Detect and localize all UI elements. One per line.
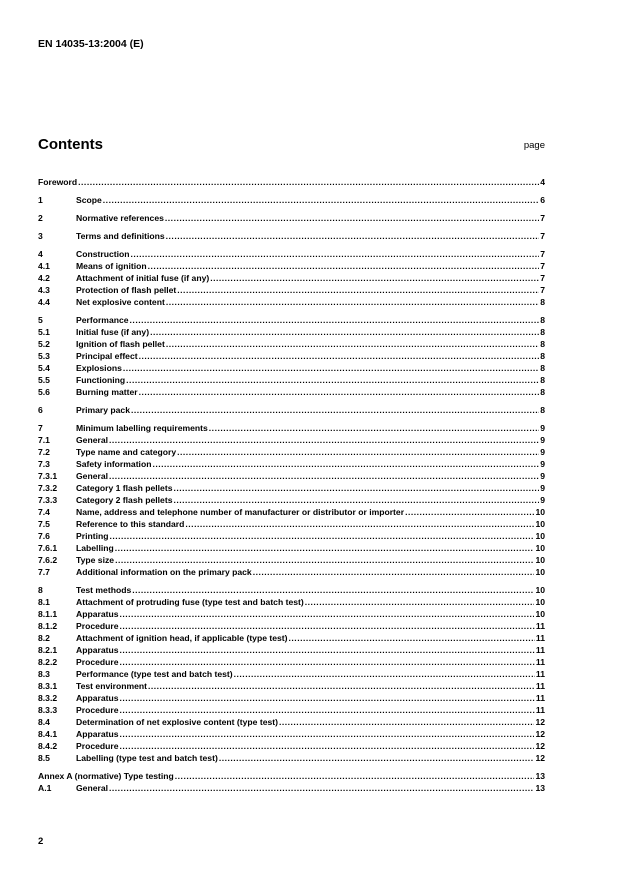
toc-entry-title: Reference to this standard: [76, 519, 185, 529]
toc-entry-title: Foreword: [38, 177, 78, 187]
toc-entry-number: 8.2.1: [38, 645, 58, 655]
toc-entry[interactable]: [38, 314, 545, 326]
toc-entry-number: 8.3: [38, 669, 50, 679]
toc-entry[interactable]: [38, 596, 545, 608]
toc-entry-page: 10: [535, 609, 545, 619]
dot-leader: [177, 446, 539, 458]
dot-leader: [152, 458, 539, 470]
dot-leader: [279, 716, 534, 728]
dot-leader: [150, 326, 539, 338]
dot-leader: [115, 554, 534, 566]
toc-entry[interactable]: [38, 362, 545, 374]
toc-entry-page: 9: [540, 435, 545, 445]
toc-entry-page: 11: [535, 669, 545, 679]
toc-entry[interactable]: [38, 704, 545, 716]
toc-entry[interactable]: [38, 248, 545, 260]
toc-entry-title: Apparatus: [76, 693, 119, 703]
toc-entry-number: 8.4.2: [38, 741, 58, 751]
toc-entry-page: 10: [535, 531, 545, 541]
dot-leader: [120, 608, 535, 620]
toc-entry[interactable]: [38, 176, 545, 188]
toc-entry-page: 12: [535, 741, 545, 751]
toc-entry-page: 8: [540, 375, 545, 385]
toc-entry-number: 7: [38, 423, 43, 433]
toc-entry-title: Performance (type test and batch test): [76, 669, 233, 679]
toc-entry-title: Scope: [76, 195, 102, 205]
table-of-contents: [38, 176, 545, 794]
toc-entry[interactable]: [38, 620, 545, 632]
toc-entry-title: Procedure: [76, 705, 119, 715]
toc-entry-page: 9: [540, 495, 545, 505]
toc-entry[interactable]: [38, 728, 545, 740]
toc-entry-number: 2: [38, 213, 43, 223]
toc-entry[interactable]: [38, 770, 545, 782]
toc-entry-title: Apparatus: [76, 609, 119, 619]
toc-entry[interactable]: [38, 338, 545, 350]
toc-entry-page: 8: [540, 387, 545, 397]
toc-entry-page: 4: [540, 177, 545, 187]
dot-leader: [165, 212, 539, 224]
toc-entry-title: Category 2 flash pellets: [76, 495, 173, 505]
toc-entry[interactable]: [38, 386, 545, 398]
toc-entry-title: Labelling: [76, 543, 114, 553]
toc-entry-page: 8: [540, 351, 545, 361]
toc-entry[interactable]: [38, 434, 545, 446]
toc-entry-title: Apparatus: [76, 729, 119, 739]
toc-entry-page: 10: [535, 543, 545, 553]
toc-entry-title: Attachment of initial fuse (if any): [76, 273, 210, 283]
toc-entry-number: 7.3.2: [38, 483, 58, 493]
dot-leader: [130, 314, 540, 326]
toc-entry-title: Attachment of protruding fuse (type test and batch test): [76, 597, 304, 607]
toc-entry-title: General: [76, 471, 109, 481]
toc-entry-page: 13: [535, 771, 545, 781]
toc-entry-title: Type name and category: [76, 447, 177, 457]
toc-entry-number: 5.6: [38, 387, 50, 397]
toc-entry[interactable]: [38, 404, 545, 416]
dot-leader: [139, 350, 540, 362]
toc-entry-number: 7.4: [38, 507, 50, 517]
toc-entry-title: General: [76, 435, 109, 445]
toc-entry-number: 8.1.2: [38, 621, 58, 631]
dot-leader: [177, 284, 539, 296]
dot-leader: [120, 704, 535, 716]
toc-entry[interactable]: [38, 692, 545, 704]
dot-leader: [175, 770, 535, 782]
toc-entry-number: 7.1: [38, 435, 50, 445]
toc-entry-title: Minimum labelling requirements: [76, 423, 208, 433]
toc-entry-page: 10: [535, 597, 545, 607]
toc-entry-title: Printing: [76, 531, 109, 541]
toc-entry[interactable]: [38, 680, 545, 692]
dot-leader: [253, 566, 535, 578]
page-column-label: page: [523, 140, 545, 151]
toc-entry-number: 6: [38, 405, 43, 415]
toc-entry-number: 1: [38, 195, 43, 205]
toc-entry[interactable]: [38, 566, 545, 578]
toc-entry-title: Construction: [76, 249, 130, 259]
toc-entry-page: 8: [540, 363, 545, 373]
dot-leader: [210, 272, 539, 284]
toc-entry-number: 7.7: [38, 567, 50, 577]
dot-leader: [405, 506, 534, 518]
dot-leader: [120, 740, 535, 752]
toc-entry[interactable]: [38, 506, 545, 518]
toc-entry-number: 8.3.2: [38, 693, 58, 703]
toc-entry-title: Attachment of ignition head, if applicable (type test): [76, 633, 288, 643]
toc-entry-number: 5: [38, 315, 43, 325]
dot-leader: [185, 518, 534, 530]
toc-entry-page: 8: [540, 339, 545, 349]
toc-entry-number: 8.1: [38, 597, 50, 607]
dot-leader: [109, 530, 534, 542]
toc-entry-number: 5.3: [38, 351, 50, 361]
toc-entry[interactable]: [38, 494, 545, 506]
toc-entry-title: Normative references: [76, 213, 164, 223]
dot-leader: [173, 494, 539, 506]
toc-entry[interactable]: [38, 542, 545, 554]
page-number: 2: [38, 836, 44, 847]
toc-entry-number: 8.2.2: [38, 657, 58, 667]
toc-entry-title: Means of ignition: [76, 261, 147, 271]
toc-entry-number: 8: [38, 585, 43, 595]
toc-entry-number: 7.6: [38, 531, 50, 541]
toc-entry-number: 7.6.1: [38, 543, 58, 553]
toc-entry-page: 10: [535, 507, 545, 517]
toc-entry-number: 8.2: [38, 633, 50, 643]
toc-entry-title: Name, address and telephone number of manufacturer or distributor or importer: [76, 507, 405, 517]
toc-entry-page: 11: [535, 645, 545, 655]
toc-entry-title: Procedure: [76, 741, 119, 751]
toc-entry-number: 5.2: [38, 339, 50, 349]
dot-leader: [173, 482, 539, 494]
toc-entry-number: 8.4: [38, 717, 50, 727]
toc-entry-number: 5.4: [38, 363, 50, 373]
toc-entry[interactable]: [38, 260, 545, 272]
toc-entry-page: 7: [540, 231, 545, 241]
toc-entry-page: 11: [535, 621, 545, 631]
toc-entry[interactable]: [38, 740, 545, 752]
toc-entry-number: 7.2: [38, 447, 50, 457]
toc-entry-title: Test environment: [76, 681, 147, 691]
toc-entry-title: Functioning: [76, 375, 126, 385]
dot-leader: [120, 692, 535, 704]
toc-entry-title: Explosions: [76, 363, 122, 373]
toc-entry-number: 8.5: [38, 753, 50, 763]
toc-entry-page: 7: [540, 213, 545, 223]
toc-entry-page: 8: [540, 405, 545, 415]
toc-entry[interactable]: [38, 782, 545, 794]
toc-entry-number: 8.3.1: [38, 681, 58, 691]
toc-entry-page: 10: [535, 585, 545, 595]
dot-leader: [166, 296, 539, 308]
toc-entry-number: 5.1: [38, 327, 50, 337]
toc-entry-page: 10: [535, 567, 545, 577]
toc-entry-page: 8: [540, 297, 545, 307]
toc-entry-page: 12: [535, 753, 545, 763]
toc-entry-page: 9: [540, 423, 545, 433]
toc-entry[interactable]: [38, 752, 545, 764]
toc-entry-page: 7: [540, 273, 545, 283]
toc-entry-title: Initial fuse (if any): [76, 327, 150, 337]
toc-entry-page: 12: [535, 729, 545, 739]
toc-entry-number: 8.4.1: [38, 729, 58, 739]
toc-entry-page: 9: [540, 471, 545, 481]
toc-entry-page: 13: [535, 783, 545, 793]
toc-entry[interactable]: [38, 530, 545, 542]
dot-leader: [120, 644, 535, 656]
toc-entry-title: Primary pack: [76, 405, 130, 415]
toc-entry-page: 10: [535, 519, 545, 529]
toc-entry[interactable]: [38, 194, 545, 206]
toc-entry-title: Procedure: [76, 657, 119, 667]
toc-entry-number: 5.5: [38, 375, 50, 385]
toc-entry-page: 11: [535, 657, 545, 667]
toc-entry-title: General: [76, 783, 109, 793]
toc-entry[interactable]: [38, 230, 545, 242]
toc-entry[interactable]: [38, 374, 545, 386]
dot-leader: [130, 248, 539, 260]
dot-leader: [123, 362, 539, 374]
toc-entry-page: 7: [540, 285, 545, 295]
dot-leader: [115, 542, 535, 554]
dot-leader: [139, 386, 540, 398]
toc-entry-page: 11: [535, 705, 545, 715]
toc-entry[interactable]: [38, 422, 545, 434]
dot-leader: [132, 584, 534, 596]
dot-leader: [120, 656, 535, 668]
toc-entry-title: Procedure: [76, 621, 119, 631]
dot-leader: [289, 632, 535, 644]
toc-entry-number: 4.1: [38, 261, 50, 271]
dot-leader: [148, 680, 535, 692]
dot-leader: [166, 338, 539, 350]
toc-entry-title: Safety information: [76, 459, 152, 469]
toc-entry-title: Performance: [76, 315, 129, 325]
toc-entry-title: Terms and definitions: [76, 231, 165, 241]
toc-entry-number: 7.3.1: [38, 471, 58, 481]
dot-leader: [109, 782, 534, 794]
toc-entry-page: 11: [535, 633, 545, 643]
toc-entry-page: 7: [540, 249, 545, 259]
toc-entry-title: Principal effect: [76, 351, 138, 361]
toc-entry-page: 8: [540, 327, 545, 337]
toc-entry-title: Type size: [76, 555, 115, 565]
toc-entry[interactable]: [38, 212, 545, 224]
dot-leader: [103, 194, 539, 206]
toc-entry-number: 4.4: [38, 297, 50, 307]
toc-entry[interactable]: [38, 296, 545, 308]
dot-leader: [78, 176, 539, 188]
toc-entry[interactable]: [38, 716, 545, 728]
toc-entry-number: 7.6.2: [38, 555, 58, 565]
dot-leader: [234, 668, 535, 680]
toc-entry-number: 8.1.1: [38, 609, 58, 619]
dot-leader: [120, 620, 535, 632]
dot-leader: [148, 260, 540, 272]
toc-entry-page: 11: [535, 693, 545, 703]
dot-leader: [305, 596, 535, 608]
toc-entry-title: Labelling (type test and batch test): [76, 753, 218, 763]
toc-entry-page: 9: [540, 483, 545, 493]
toc-entry[interactable]: [38, 608, 545, 620]
toc-entry-number: 4.2: [38, 273, 50, 283]
toc-entry[interactable]: [38, 446, 545, 458]
toc-entry[interactable]: [38, 272, 545, 284]
dot-leader: [209, 422, 539, 434]
toc-entry-page: 9: [540, 447, 545, 457]
toc-entry-number: 4.3: [38, 285, 50, 295]
toc-entry-page: 10: [535, 555, 545, 565]
toc-entry-page: 6: [540, 195, 545, 205]
toc-entry[interactable]: [38, 350, 545, 362]
toc-entry-title: Category 1 flash pellets: [76, 483, 173, 493]
toc-entry[interactable]: [38, 284, 545, 296]
toc-entry-title: Ignition of flash pellet: [76, 339, 165, 349]
toc-entry-number: 7.3.3: [38, 495, 58, 505]
toc-entry-number: 7.5: [38, 519, 50, 529]
document-id: EN 14035-13:2004 (E): [38, 38, 144, 50]
dot-leader: [219, 752, 535, 764]
toc-entry-title: Net explosive content: [76, 297, 165, 307]
toc-entry[interactable]: [38, 632, 545, 644]
toc-entry-title: Apparatus: [76, 645, 119, 655]
toc-entry[interactable]: [38, 518, 545, 530]
toc-entry-title: Determination of net explosive content (type test): [76, 717, 278, 727]
dot-leader: [126, 374, 539, 386]
toc-entry-title: Test methods: [76, 585, 132, 595]
dot-leader: [166, 230, 540, 242]
toc-entry-number: A.1: [38, 783, 52, 793]
toc-entry[interactable]: [38, 458, 545, 470]
dot-leader: [109, 434, 539, 446]
toc-entry[interactable]: [38, 584, 545, 596]
toc-entry-page: 11: [535, 681, 545, 691]
toc-entry-title: Annex A (normative) Type testing: [38, 771, 174, 781]
toc-entry-number: 8.3.3: [38, 705, 58, 715]
toc-entry[interactable]: [38, 656, 545, 668]
toc-entry-page: 7: [540, 261, 545, 271]
toc-entry-number: 7.3: [38, 459, 50, 469]
toc-entry-page: 8: [540, 315, 545, 325]
toc-entry[interactable]: [38, 482, 545, 494]
contents-heading: Contents: [38, 136, 103, 153]
toc-entry[interactable]: [38, 470, 545, 482]
toc-entry-title: Burning matter: [76, 387, 138, 397]
toc-entry[interactable]: [38, 644, 545, 656]
toc-entry[interactable]: [38, 668, 545, 680]
toc-entry[interactable]: [38, 554, 545, 566]
dot-leader: [109, 470, 539, 482]
toc-entry-page: 9: [540, 459, 545, 469]
toc-entry-page: 12: [535, 717, 545, 727]
dot-leader: [120, 728, 535, 740]
toc-entry-title: Additional information on the primary pack: [76, 567, 252, 577]
dot-leader: [131, 404, 539, 416]
toc-entry-title: Protection of flash pellet: [76, 285, 177, 295]
toc-entry-number: 4: [38, 249, 43, 259]
toc-entry-number: 3: [38, 231, 43, 241]
toc-entry[interactable]: [38, 326, 545, 338]
